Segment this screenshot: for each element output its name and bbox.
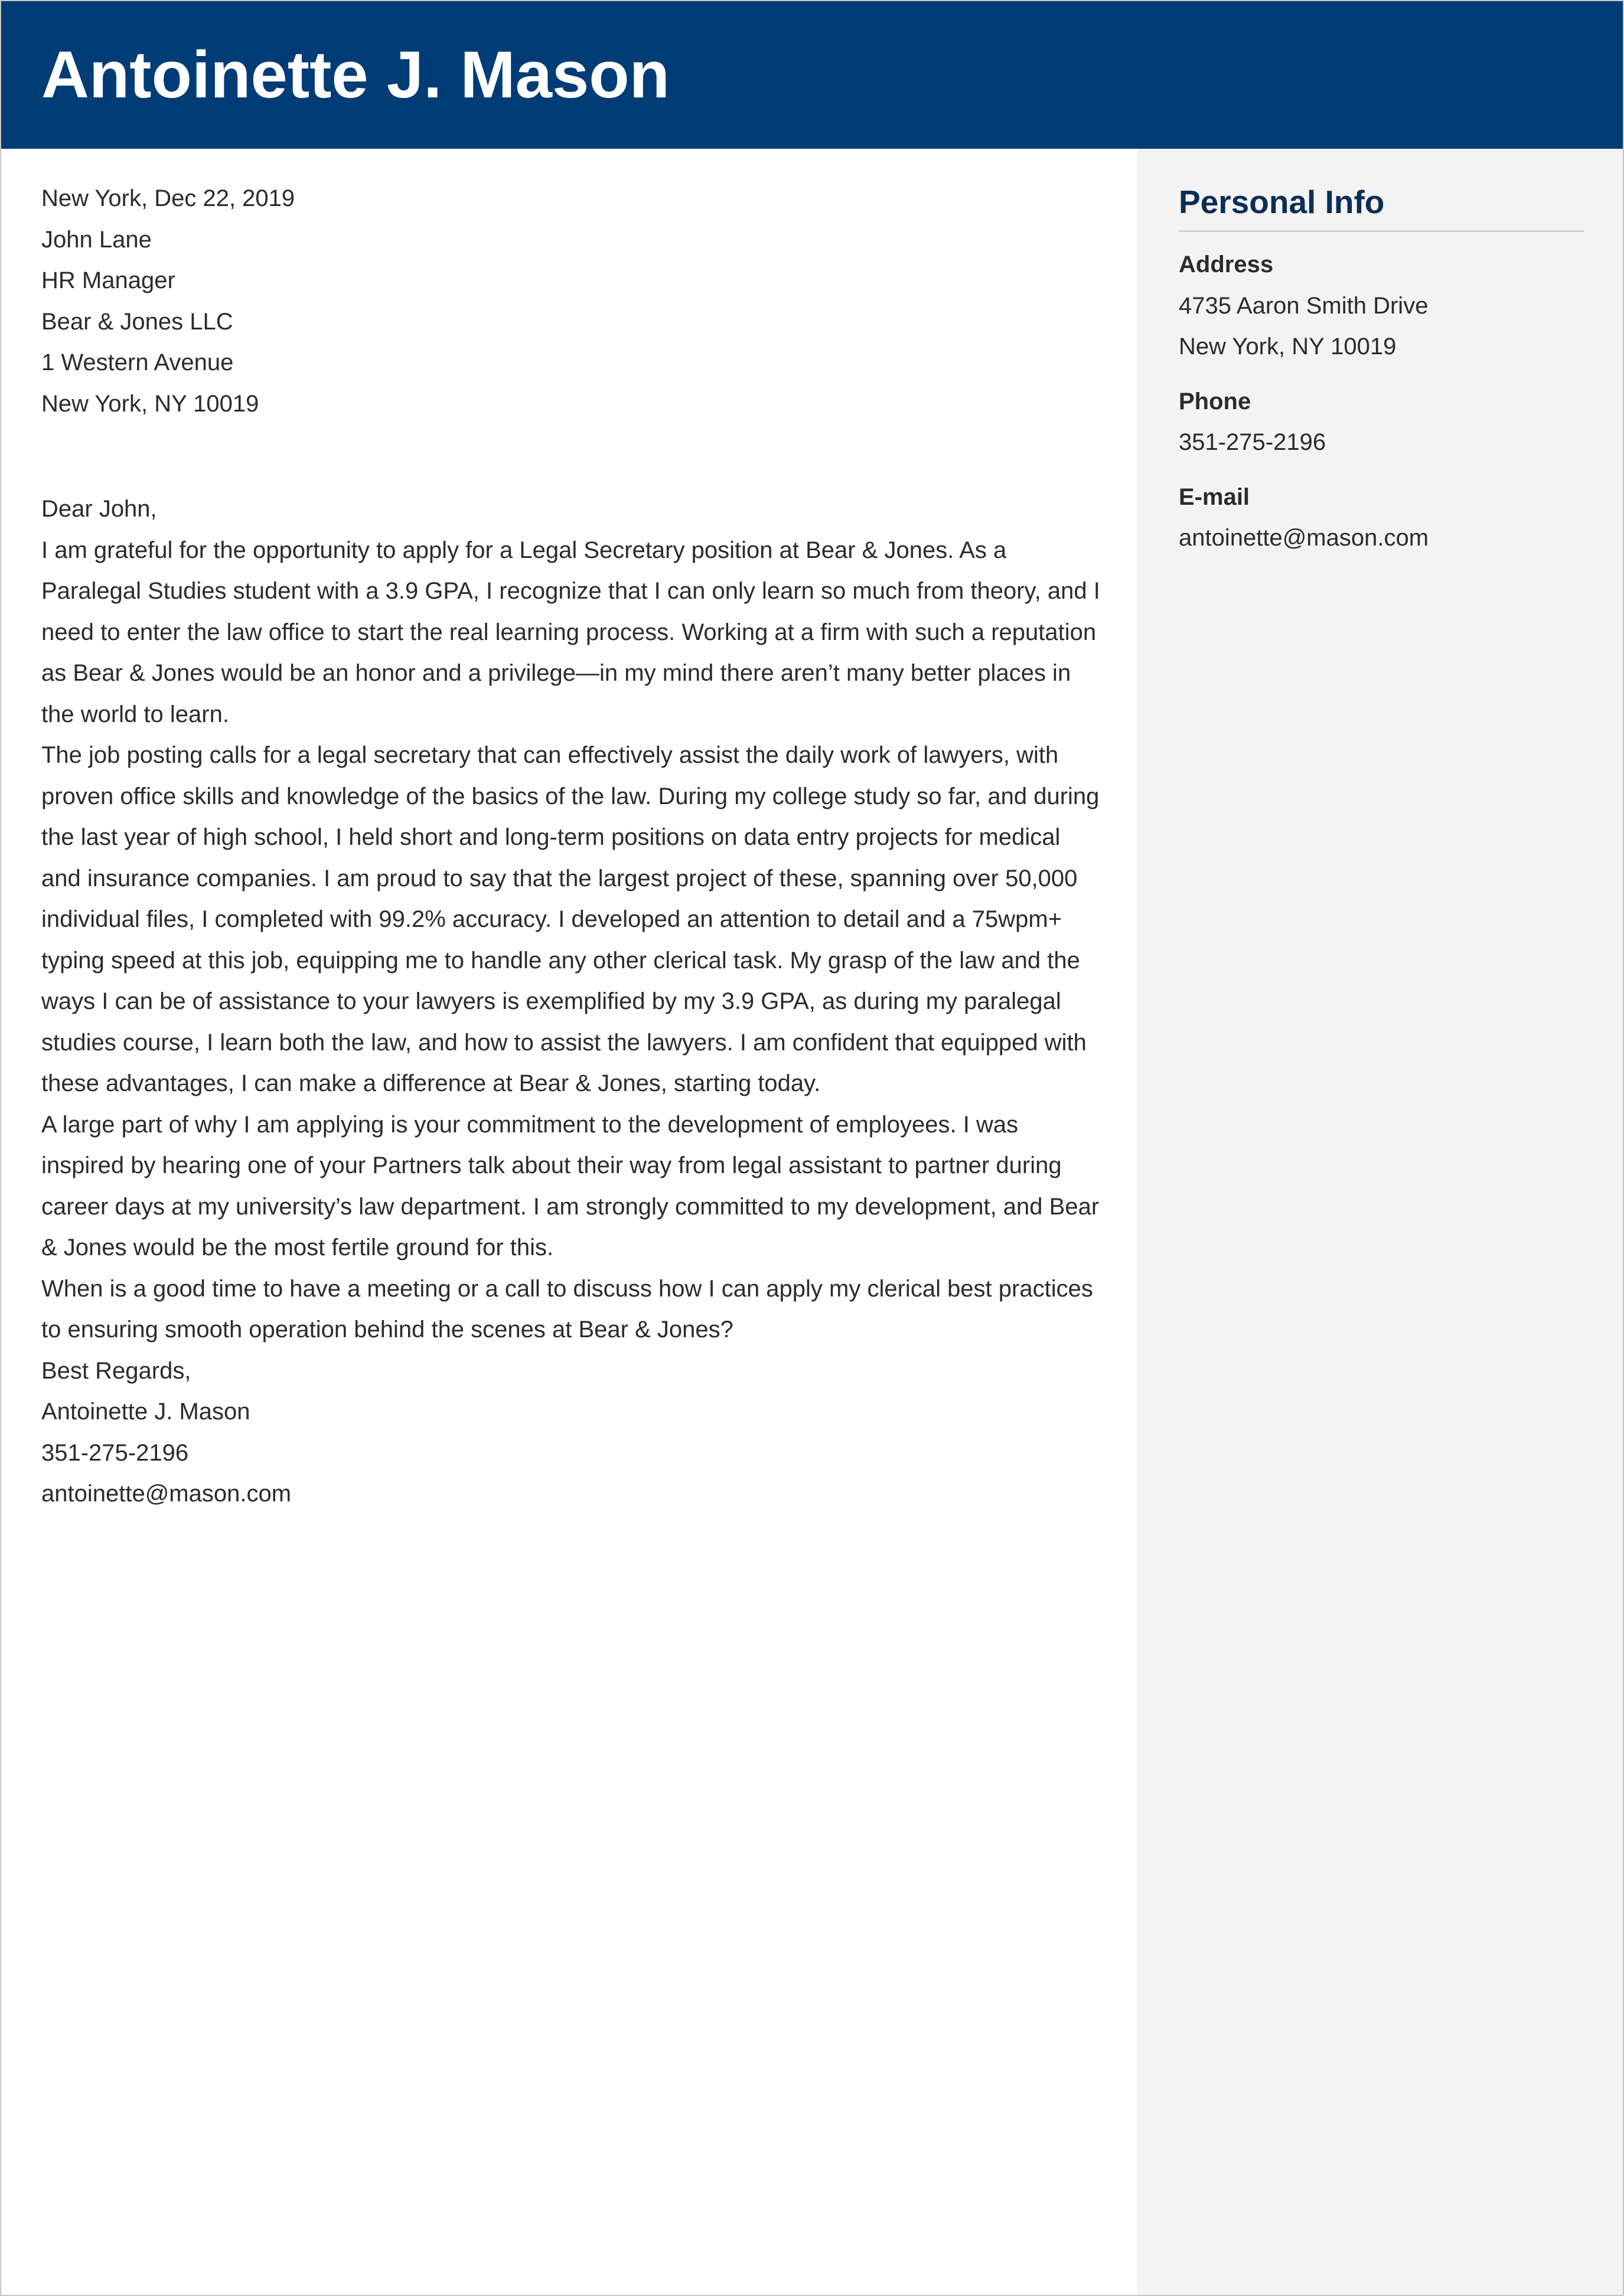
closing: Best Regards, — [41, 1357, 191, 1384]
sidebar-content — [1179, 244, 1584, 573]
signature-phone: 351-275-2196 — [41, 1439, 189, 1466]
recipient-title: HR Manager — [41, 267, 175, 293]
address-label: Address — [1179, 252, 1274, 277]
salutation: Dear John, — [41, 496, 157, 522]
applicant-name: Antoinette J. Mason — [41, 38, 670, 112]
phone-group — [1179, 381, 1584, 463]
letter-date: New York, Dec 22, 2019 — [41, 185, 295, 211]
phone-value: 351-275-2196 — [1179, 429, 1326, 455]
signature-email: antoinette@mason.com — [41, 1481, 292, 1507]
email-label: E-mail — [1179, 484, 1250, 510]
signature-name: Antoinette J. Mason — [41, 1399, 250, 1425]
body-paragraph: When is a good time to have a meeting or a call to discuss how I can apply my clerical best practices to ensuring smooth operation behind the scenes at Bear & Jones? — [41, 1275, 1093, 1343]
body-paragraph: The job posting calls for a legal secretary that can effectively assist the daily work of lawyers, with proven office skills and knowledge of the basics of the law. During my college study so far, and during the last year of high school, I held short and long-term positions on data entry projects for medical and insurance companies. I am proud to say that the largest project of these, spanning over 50,000 individual files, I completed with 99.2% accuracy. I developed an attention to detail and a 75wpm+ typing speed at this job, equipping me to handle any other clerical task. My grasp of the law and the ways I can be of assistance to your lawyers is exemplified by my 3.9 GPA, as during my paralegal studies course, I learn both the law, and how to assist the lawyers. I am confident that equipped with these advantages, I can make a difference at Bear & Jones, starting today. — [41, 742, 1100, 1096]
email-value: antoinette@mason.com — [1179, 525, 1429, 551]
recipient-street: 1 Western Avenue — [41, 350, 234, 375]
body-paragraph: A large part of why I am applying is your commitment to the development of employees. I was inspired by hearing one of your Partners talk about their way from legal assistant to partner during career days at my university’s law department. I am strongly committed to my development, and Bear & Jones would be the most fertile ground for this. — [41, 1111, 1100, 1260]
recipient-company: Bear & Jones LLC — [41, 308, 233, 335]
email-group — [1179, 477, 1584, 559]
address-group — [1179, 244, 1584, 368]
phone-label: Phone — [1179, 388, 1251, 414]
recipient-block — [41, 220, 1104, 425]
sidebar-title: Personal Info — [1179, 181, 1584, 232]
body-paragraph: I am grateful for the opportunity to apply for a Legal Secretary position at Bear & Jones. As a Paralegal Studies student with a 3.9 GPA, I recognize that I can only learn so much from theory, and I need to enter the law office to start the real learning process. Working at a firm with such a reputation as Bear & Jones would be an honor and a privilege—in my mind there aren’t many better places in the world to learn. — [41, 537, 1100, 727]
signature-block — [41, 1392, 1104, 1515]
recipient-name: John Lane — [41, 226, 152, 253]
recipient-city: New York, NY 10019 — [41, 390, 259, 417]
address-line: 4735 Aaron Smith Drive — [1179, 292, 1429, 319]
header-banner — [1, 1, 1623, 149]
personal-info-sidebar — [1137, 149, 1623, 2296]
address-line: New York, NY 10019 — [1179, 334, 1397, 360]
letter-body — [41, 178, 1104, 1515]
